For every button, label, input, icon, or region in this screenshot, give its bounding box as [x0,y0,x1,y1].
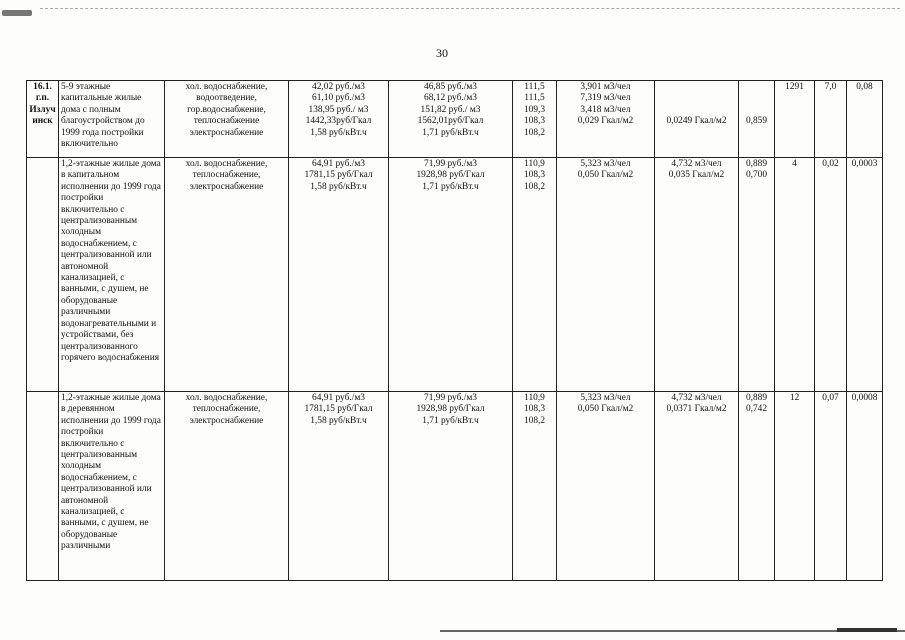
norm-new-cell [655,81,739,158]
cell-line: 0,0249 Гкал/м2 [666,116,727,127]
cell-line: 1,58 руб/кВт.ч [310,127,367,138]
scan-dotted-line [40,8,900,9]
index-cell [513,158,557,392]
cell-line: 1928,98 руб/Гкал [416,404,485,415]
cell-line: 0,889 [745,159,768,169]
cell-line: 108,2 [523,415,546,426]
scan-mark [837,628,897,632]
cell-line: электроснабжение [189,181,264,192]
value-1-cell: 12 [775,392,815,581]
cell-line: 0,029 Гкал/м2 [577,116,634,127]
page-number: 30 [436,46,448,60]
cell-line [741,93,772,104]
cell-line: 64,91 руб./м3 [312,159,365,169]
section-number: 16.1. г.п. Излучинск [27,81,59,158]
cell-line: 5,323 м3/чел [580,393,631,403]
housing-category: 1,2-этажные жилые дома в капитальном исполнении до 1999 года постройки включительно с централизованным холодным водоснабжением, с централизованной или автономной канализацией, с ванными, с душем, не оборудованые различными водонагревательными и устройствами, без централизованного горячего водоснабжения [59,158,165,392]
cell-line: 111,5 [524,82,545,92]
cell-line: 0,889 [745,393,768,403]
norm-old-cell [557,81,655,158]
norm-old-cell [557,158,655,392]
cell-line: 1,58 руб/кВт.ч [310,181,367,192]
data-table [26,80,883,581]
cell-line: 108,3 [523,116,546,127]
cell-line: 0,050 Гкал/м2 [577,170,634,181]
scan-top-edge [0,0,905,24]
cell-line: 1781,15 руб/Гкал [304,404,373,415]
housing-category: 5-9 этажные капитальные жилые дома с полным благоустройством до 1999 года постройки включительно [59,81,165,158]
cell-line [657,82,736,93]
cell-line: теплоснабжение, [192,404,261,415]
section-number [27,392,59,581]
cell-line: 110,9 [524,393,545,403]
cell-line: гор.водоснабжение, [187,104,266,115]
table-row [27,392,883,581]
index-cell [513,81,557,158]
cell-line: 64,91 руб./м3 [312,393,365,403]
cell-line: 109,3 [523,104,546,115]
cell-line: 1781,15 руб/Гкал [304,170,373,181]
norm-new-cell [655,158,739,392]
norm-old-cell [557,392,655,581]
cell-line: 4,732 м3/чел [671,393,722,403]
cell-line [657,93,736,104]
tariff-old-cell [289,158,389,392]
index-cell [513,392,557,581]
cell-line: 68,12 руб./м3 [424,93,477,104]
cell-line: 3,418 м3/чел [580,104,631,115]
value-3-cell: 0,0003 [847,158,883,392]
tariff-old-cell [289,392,389,581]
scan-mark [2,10,32,16]
value-2-cell: 0,02 [815,158,847,392]
cell-line: хол. водоснабжение, [185,82,268,92]
cell-line: 108,3 [523,404,546,415]
cell-line: 108,3 [523,170,546,181]
value-3-cell: 0,0008 [847,392,883,581]
cell-line: 7,319 м3/чел [580,93,631,104]
housing-category: 1,2-этажные жилые дома в деревянном исполнении до 1999 года постройки включительно с централизованным холодным водоснабжением, с централизованной или автономной канализацией, с ванными, с душем, не оборудованые различными [59,392,165,581]
value-2-cell: 7,0 [815,81,847,158]
norm-new-cell [655,392,739,581]
value-1-cell: 1291 [775,81,815,158]
services-cell [165,81,289,158]
services-cell [165,158,289,392]
cell-line: 1928,98 руб/Гкал [416,170,485,181]
cell-line: хол. водоснабжение, [185,159,268,169]
coefficient-cell [739,392,775,581]
cell-line: теплоснабжение, [192,170,261,181]
cell-line: 111,5 [524,93,545,104]
cell-line: 46,85 руб./м3 [424,82,477,92]
cell-line: электроснабжение [189,127,264,138]
cell-line: 108,2 [523,181,546,192]
cell-line: 1442,33руб/Гкал [305,116,372,127]
cell-line [741,105,772,116]
cell-line: теплоснабжение [193,116,260,127]
table-row [27,81,883,158]
cell-line [657,105,736,116]
tariff-new-cell [389,392,513,581]
cell-line: 138,95 руб./ м3 [308,104,369,115]
cell-line: 71,99 руб./м3 [424,393,477,403]
cell-line: 1,71 руб/кВт.ч [422,415,479,426]
tariff-new-cell [389,81,513,158]
value-2-cell: 0,07 [815,392,847,581]
coefficient-cell [739,81,775,158]
cell-line: 0,700 [745,170,768,181]
cell-line: 1,71 руб/кВт.ч [422,127,479,138]
cell-line: 5,323 м3/чел [580,159,631,169]
services-cell [165,392,289,581]
cell-line: хол. водоснабжение, [185,393,268,403]
scan-bottom-edge [440,630,905,632]
cell-line: электроснабжение [189,415,264,426]
cell-line: 110,9 [524,159,545,169]
cell-line: 1562,01руб/Гкал [417,116,484,127]
cell-line: 0,742 [745,404,768,415]
cell-line: 0,050 Гкал/м2 [577,404,634,415]
cell-line: 108,2 [523,127,546,138]
cell-line [741,82,772,93]
cell-line: 0,035 Гкал/м2 [668,170,725,181]
table-row [27,158,883,392]
cell-line: 3,901 м3/чел [580,82,631,92]
cell-line: 61,10 руб./м3 [312,93,365,104]
tariff-new-cell [389,158,513,392]
cell-line: 0,859 [745,116,768,127]
cell-line: 0,0371 Гкал/м2 [666,404,727,415]
cell-line: 42,02 руб./м3 [312,82,365,92]
tariff-old-cell [289,81,389,158]
cell-line: 151,82 руб./ м3 [420,104,481,115]
coefficient-cell [739,158,775,392]
cell-line: 71,99 руб./м3 [424,159,477,169]
value-3-cell: 0,08 [847,81,883,158]
section-number [27,158,59,392]
cell-line: 4,732 м3/чел [671,159,722,169]
value-1-cell: 4 [775,158,815,392]
cell-line: 1,71 руб/кВт.ч [422,181,479,192]
cell-line: водоотведение, [196,93,257,104]
cell-line: 1,58 руб/кВт.ч [310,415,367,426]
